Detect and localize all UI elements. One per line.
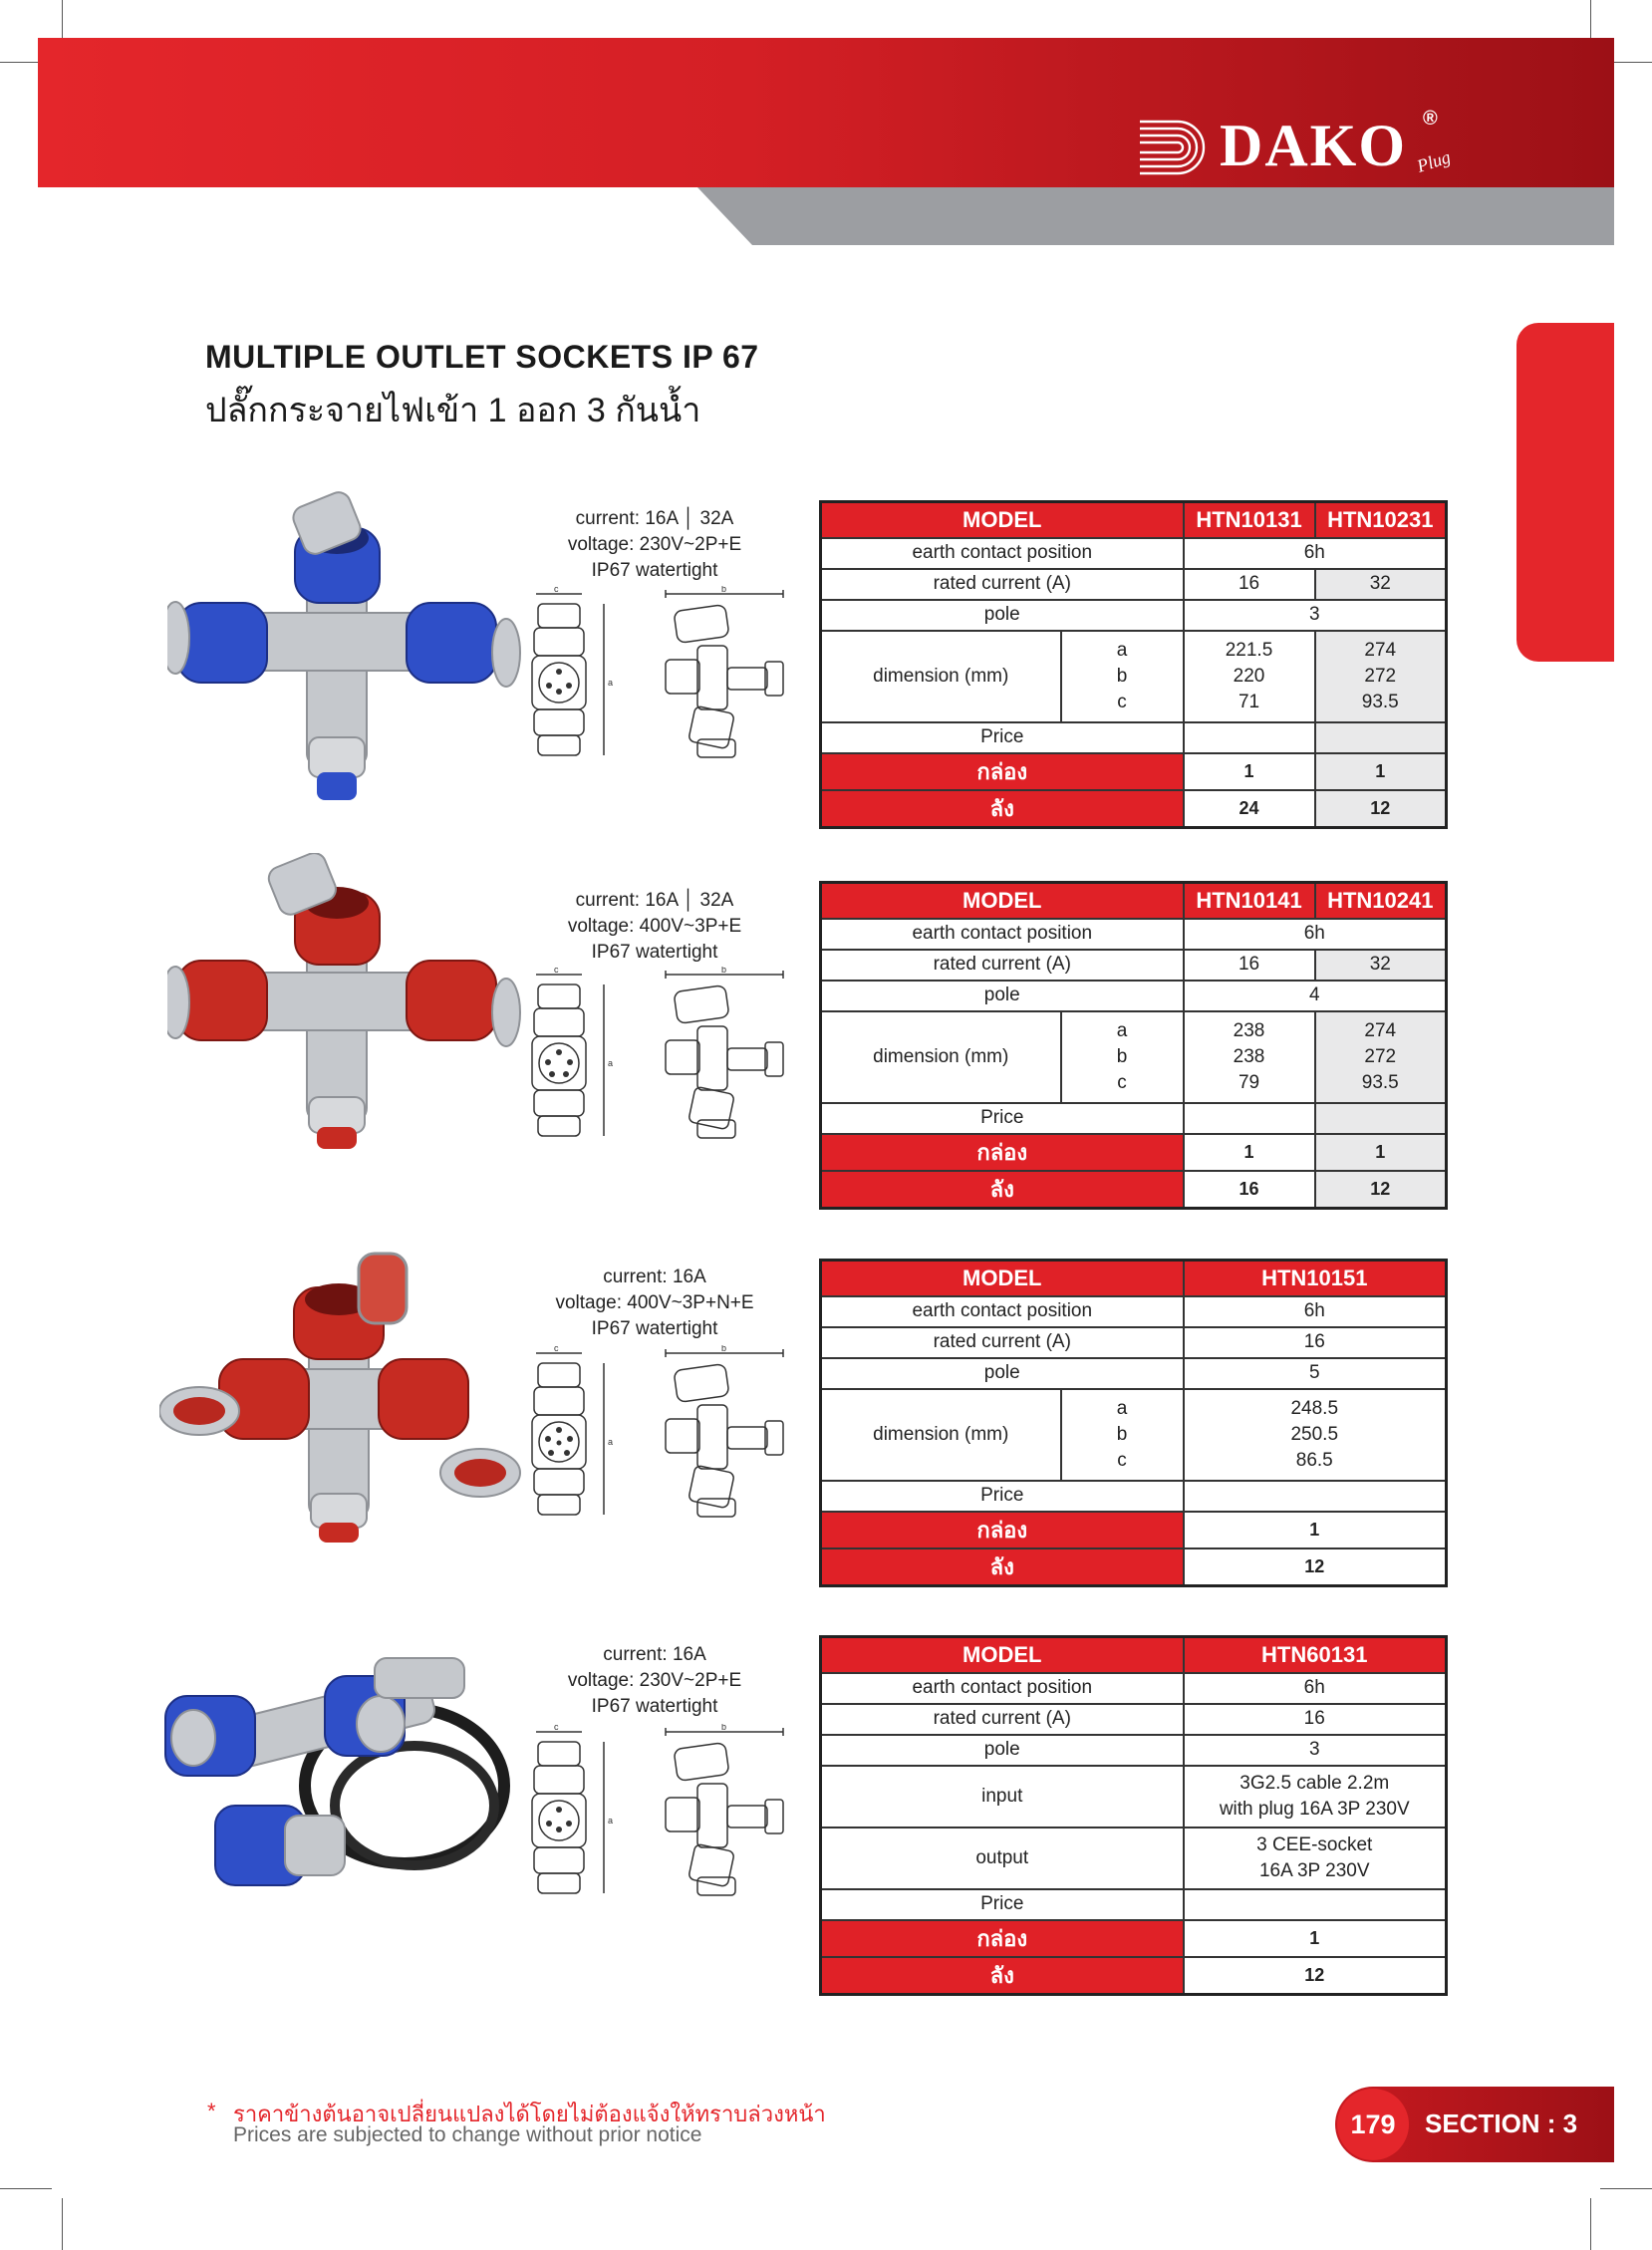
price-cell	[1315, 1103, 1447, 1134]
row-label: rated current (A)	[821, 1327, 1184, 1358]
dim-value: 221.5	[1225, 639, 1273, 661]
spec-table-htn10151	[819, 1259, 1448, 1587]
dim-label-a: a	[608, 678, 614, 688]
model-header: MODEL	[821, 502, 1184, 538]
dim-label-b: b	[721, 967, 727, 975]
cell-value: 24	[1184, 790, 1315, 828]
cell-value: 1	[1184, 1512, 1447, 1548]
dimension-values	[1184, 1389, 1447, 1481]
dim-value: 250.5	[1290, 1423, 1339, 1445]
cell-value: 12	[1315, 1171, 1447, 1209]
crop-mark	[62, 2198, 63, 2250]
row-label: rated current (A)	[821, 950, 1184, 981]
cell-value: 16	[1184, 1171, 1315, 1209]
row-label: input	[821, 1766, 1184, 1828]
product-image-htn10151	[159, 1250, 528, 1548]
footnote-thai: ราคาข้างต้นอาจเปลี่ยนแปลงได้โดยไม่ต้องแจ้งให้ทราบล่วงหน้า	[233, 2102, 826, 2126]
row-label: pole	[821, 1735, 1184, 1766]
price-cell	[1315, 722, 1447, 753]
cell-value: 32	[1315, 950, 1447, 981]
dim-value: 220	[1233, 665, 1265, 687]
spec-table-htn10141	[819, 881, 1448, 1210]
row-label: earth contact position	[821, 538, 1184, 569]
dimension-drawing	[526, 967, 795, 1146]
footnote-english: Prices are subjected to change without prior notice	[233, 2123, 702, 2146]
spec-line: voltage: 400V~3P+E	[567, 916, 742, 937]
cell-value: 3	[1184, 1735, 1447, 1766]
price-cell	[1184, 1481, 1447, 1512]
dim-label-b: b	[721, 586, 727, 594]
cell-value: 12	[1184, 1957, 1447, 1995]
cell-value: 1	[1184, 1134, 1315, 1171]
spec-line: voltage: 230V~2P+E	[567, 1670, 742, 1691]
row-label: ลัง	[821, 790, 1184, 828]
page-number: 179	[1337, 2089, 1409, 2160]
price-cell	[1184, 1103, 1315, 1134]
logo-registered: ®	[1423, 108, 1438, 130]
cell-value: 16	[1184, 569, 1315, 600]
spec-table-htn60131	[819, 1635, 1448, 1996]
page-title-thai: ปลั๊กกระจายไฟเข้า 1 ออก 3 กันน้ำ	[205, 392, 701, 429]
crop-mark	[0, 2188, 52, 2189]
model-code: HTN10151	[1184, 1261, 1447, 1296]
dim-label-c: c	[554, 586, 559, 594]
dim-key: b	[1116, 665, 1128, 687]
dim-value: 93.5	[1361, 691, 1399, 712]
product-specs	[525, 1265, 784, 1342]
row-label: Price	[821, 1481, 1184, 1512]
footnote-asterisk: *	[207, 2099, 216, 2123]
cell-value: 6h	[1184, 919, 1447, 950]
crop-mark	[1600, 2188, 1652, 2189]
cell-value: 12	[1184, 1548, 1447, 1586]
row-label: Price	[821, 1889, 1184, 1920]
dim-value: 93.5	[1361, 1071, 1399, 1093]
dimension-values	[1184, 1011, 1315, 1103]
dim-value: 238	[1233, 1019, 1265, 1041]
row-label: ลัง	[821, 1957, 1184, 1995]
row-label: กล่อง	[821, 1920, 1184, 1957]
row-label: rated current (A)	[821, 569, 1184, 600]
input-line: with plug 16A 3P 230V	[1219, 1798, 1410, 1820]
header-gray-strip	[697, 187, 1614, 245]
model-code: HTN10241	[1315, 883, 1447, 919]
dim-key: c	[1117, 1449, 1127, 1471]
spec-line: current: 16A │ 32A	[575, 890, 734, 911]
dim-label-c: c	[554, 967, 559, 975]
dim-label-a: a	[608, 1437, 614, 1447]
product-specs	[525, 888, 784, 966]
spec-line: IP67 watertight	[591, 1696, 718, 1717]
dim-label-c: c	[554, 1724, 559, 1732]
dimension-keys	[1061, 1011, 1184, 1103]
spec-line: voltage: 400V~3P+N+E	[555, 1292, 754, 1313]
logo-sub: Plug	[1414, 146, 1454, 176]
dim-value: 272	[1364, 1045, 1397, 1067]
price-cell	[1184, 722, 1315, 753]
dim-key: a	[1116, 1397, 1128, 1419]
model-code: HTN60131	[1184, 1637, 1447, 1673]
dim-key: c	[1117, 691, 1127, 712]
section-side-tab	[1516, 323, 1614, 662]
cell-value: 16	[1184, 950, 1315, 981]
dim-key: b	[1116, 1423, 1128, 1445]
dim-label-b: b	[721, 1345, 727, 1353]
dim-value: 272	[1364, 665, 1397, 687]
row-label: dimension (mm)	[821, 1011, 1061, 1103]
output-line: 16A 3P 230V	[1258, 1859, 1370, 1881]
product-image-htn10131	[167, 488, 526, 807]
dimension-keys	[1061, 1389, 1184, 1481]
dim-label-c: c	[554, 1345, 559, 1353]
dim-value: 274	[1364, 1019, 1397, 1041]
row-label: pole	[821, 1358, 1184, 1389]
dim-key: b	[1116, 1045, 1128, 1067]
dako-logo	[1138, 108, 1457, 177]
model-header: MODEL	[821, 883, 1184, 919]
dimension-values	[1315, 631, 1447, 722]
dim-label-a: a	[608, 1816, 614, 1826]
cell-value: 16	[1184, 1327, 1447, 1358]
spec-line: IP67 watertight	[591, 1318, 718, 1339]
cell-value: 6h	[1184, 1673, 1447, 1704]
cell-value: 4	[1184, 981, 1447, 1011]
crop-mark	[1590, 2198, 1591, 2250]
row-label: dimension (mm)	[821, 1389, 1061, 1481]
product-specs	[525, 1642, 784, 1720]
row-label: กล่อง	[821, 1512, 1184, 1548]
row-label: dimension (mm)	[821, 631, 1061, 722]
spec-line: current: 16A	[603, 1266, 706, 1287]
input-value	[1184, 1766, 1447, 1828]
dimension-keys	[1061, 631, 1184, 722]
cell-value: 6h	[1184, 1296, 1447, 1327]
dim-key: a	[1116, 1019, 1128, 1041]
row-label: ลัง	[821, 1548, 1184, 1586]
row-label: Price	[821, 1103, 1184, 1134]
row-label: กล่อง	[821, 1134, 1184, 1171]
dim-value: 79	[1238, 1071, 1260, 1093]
model-code: HTN10141	[1184, 883, 1315, 919]
output-line: 3 CEE-socket	[1256, 1833, 1373, 1855]
input-line: 3G2.5 cable 2.2m	[1239, 1772, 1390, 1794]
dim-value: 248.5	[1290, 1397, 1339, 1419]
row-label: earth contact position	[821, 919, 1184, 950]
section-label: SECTION : 3	[1425, 2109, 1578, 2138]
model-header: MODEL	[821, 1637, 1184, 1673]
output-value	[1184, 1828, 1447, 1889]
product-specs	[525, 506, 784, 584]
price-cell	[1184, 1889, 1447, 1920]
page-title: MULTIPLE OUTLET SOCKETS IP 67	[205, 339, 759, 375]
row-label: output	[821, 1828, 1184, 1889]
model-code: HTN10231	[1315, 502, 1447, 538]
cell-value: 32	[1315, 569, 1447, 600]
row-label: กล่อง	[821, 753, 1184, 790]
logo-text: DAKO	[1220, 113, 1407, 178]
cell-value: 1	[1184, 753, 1315, 790]
row-label: pole	[821, 981, 1184, 1011]
spec-line: IP67 watertight	[591, 942, 718, 963]
cell-value: 6h	[1184, 538, 1447, 569]
product-image-htn60131	[155, 1656, 520, 1915]
row-label: earth contact position	[821, 1673, 1184, 1704]
row-label: pole	[821, 600, 1184, 631]
dimension-drawing	[526, 1724, 795, 1903]
cell-value: 1	[1315, 1134, 1447, 1171]
dim-key: c	[1117, 1071, 1127, 1093]
dimension-drawing	[526, 1345, 795, 1525]
dimension-values	[1315, 1011, 1447, 1103]
cell-value: 3	[1184, 600, 1447, 631]
dim-value: 86.5	[1295, 1449, 1333, 1471]
spec-line: current: 16A │ 32A	[575, 508, 734, 529]
cell-value: 1	[1184, 1920, 1447, 1957]
spec-line: current: 16A	[603, 1644, 706, 1665]
model-code: HTN10131	[1184, 502, 1315, 538]
row-label: rated current (A)	[821, 1704, 1184, 1735]
dim-label-a: a	[608, 1058, 614, 1068]
dim-label-b: b	[721, 1724, 727, 1732]
model-header: MODEL	[821, 1261, 1184, 1296]
dim-key: a	[1116, 639, 1128, 661]
spec-line: voltage: 230V~2P+E	[567, 534, 742, 555]
spec-table-htn10131	[819, 500, 1448, 829]
row-label: ลัง	[821, 1171, 1184, 1209]
product-image-htn10141	[167, 853, 526, 1152]
row-label: Price	[821, 722, 1184, 753]
cell-value: 1	[1315, 753, 1447, 790]
dimension-drawing	[526, 586, 795, 765]
logo-d-stripes-icon	[1138, 118, 1218, 177]
spec-line: IP67 watertight	[591, 560, 718, 581]
dimension-values	[1184, 631, 1315, 722]
dim-value: 71	[1238, 691, 1260, 712]
cell-value: 12	[1315, 790, 1447, 828]
dim-value: 238	[1233, 1045, 1265, 1067]
row-label: earth contact position	[821, 1296, 1184, 1327]
cell-value: 5	[1184, 1358, 1447, 1389]
dim-value: 274	[1364, 639, 1397, 661]
cell-value: 16	[1184, 1704, 1447, 1735]
